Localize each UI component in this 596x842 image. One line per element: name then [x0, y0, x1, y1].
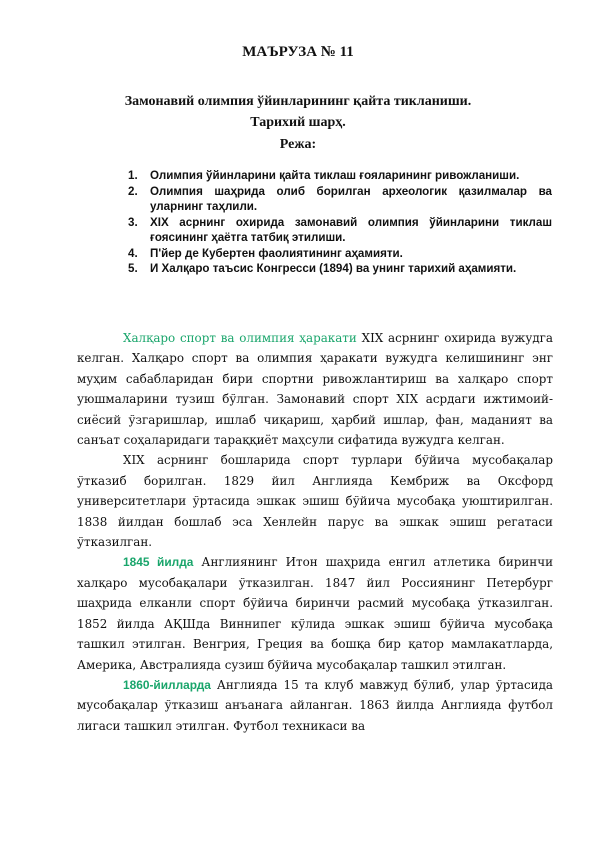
plan-item — [128, 261, 552, 277]
lecture-title-line1: Замонавий олимпия ўйинларининг қайта тикланиши. — [124, 94, 472, 109]
lecture-heading: МАЪРУЗА № 11 — [242, 44, 354, 60]
plan-item — [128, 246, 552, 262]
plan-item-text: П'йер де Кубертен фаолиятининг аҳамияти. — [150, 246, 403, 260]
body-text — [77, 328, 553, 736]
plan-item-text: XIX асрнинг охирида замонавий олимпия ўйинларини тиклаш ғоясининг ҳаётга татбиқ этилиши. — [150, 215, 552, 244]
paragraph-text: Англияда 15 та клуб мавжуд бўлиб, улар ўртасида мусобақалар ўтказиш анъанага айланган. 1863 йилда Англияда футбол лигаси ташкил этилган. Футбол техникаси ва — [77, 677, 553, 733]
body-paragraph — [77, 552, 553, 674]
plan-item-number: 3. — [128, 215, 138, 229]
plan-item-number: 2. — [128, 184, 138, 198]
plan-item-text: Олимпия ўйинларини қайта тиклаш ғояларининг ривожланиши. — [150, 169, 520, 182]
highlighted-year: 1845 йилда — [123, 555, 194, 570]
plan-item-number: 5. — [128, 262, 138, 275]
body-paragraph — [77, 675, 553, 736]
plan-item — [128, 215, 552, 246]
plan-item-number: 4. — [128, 246, 138, 260]
plan-item — [128, 184, 552, 215]
plan-list — [128, 168, 552, 277]
paragraph-text: Англиянинг Итон шаҳрида енгил атлетика биринчи халқаро мусобақалари ўтказилган. 1847 йил Россиянинг Петербург шаҳрида елканли спорт бўйича биринчи расмий мусобақа ўтказилган. 1852 йилда АҚШда Виннипег кўлида эшкак эшиш бўйича мусобақа ташкил этилган. Венгрия, Греция ва бошқа бир қатор мамлакатларда, Америка, Австралияда сузиш бўйича мусобақалар ташкил этилган. — [77, 555, 553, 672]
paragraph-text: XIX асрнинг охирида вужудга келган. Халқаро спорт ва олимпия ҳаракати вужудга келишининг энг муҳим сабабларидан бири спортни ривожлантириш ва халқаро спорт уюшмаларини тузиш бўлган. Замонавий спорт XIX асрдаги ижтимоий-сиёсий ўзгаришлар, ишлаб чиқариш, ҳарбий ишлар, фан, маданият ва санъат соҳаларидаги тараққиёт маҳсули сифатида вужудга келган. — [77, 331, 553, 448]
highlighted-phrase: Халқаро спорт ва олимпия ҳаракати — [123, 331, 357, 345]
body-paragraph — [77, 450, 553, 552]
plan-item — [128, 168, 552, 184]
paragraph-text: XIX асрнинг бошларида спорт турлари бўйича мусобақалар ўтказиб борилган. 1829 йил Англияда Кембриж ва Оксфорд университетлари ўртасида эшкак эшиш бўйича мусобақа уюштирилган. 1838 йилдан бошлаб эса Хенлейн парус ва эшкак эшиш регатаси ўтказилган. — [77, 453, 553, 550]
body-paragraph — [77, 328, 553, 450]
plan-item-text: И Халқаро таъсис Конгресси (1894) ва унинг тарихий аҳамияти. — [150, 262, 517, 275]
lecture-title-line2: Тарихий шарҳ. — [250, 115, 346, 130]
plan-title: Режа: — [279, 137, 317, 152]
plan-item-number: 1. — [128, 169, 138, 182]
plan-item-text: Олимпия шаҳрида олиб борилган археологик қазилмалар ва уларнинг таҳлили. — [150, 184, 552, 213]
highlighted-year: 1860-йилларда — [123, 677, 211, 692]
